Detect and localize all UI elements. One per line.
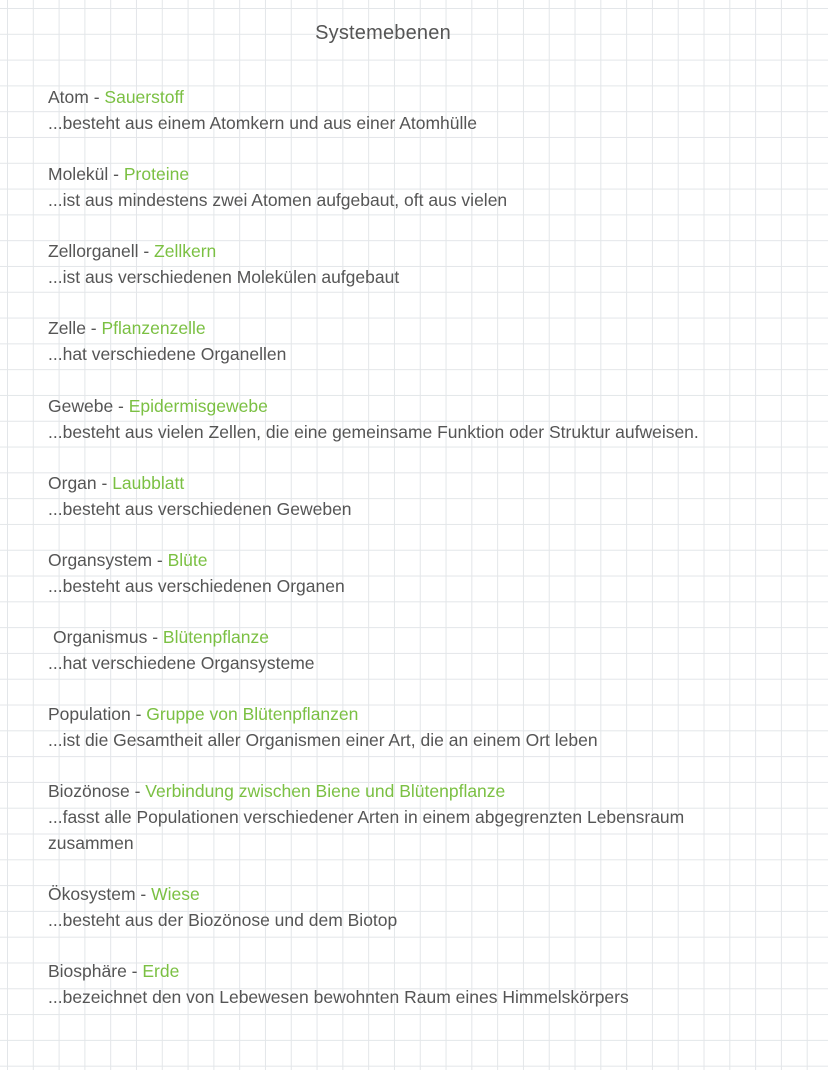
level-heading [48,393,808,419]
level-separator: - [152,550,168,570]
level-organ [48,470,808,522]
level-separator: - [130,704,147,724]
level-description: ...ist die Gesamtheit aller Organismen einer Art, die an einem Ort leben [48,730,598,750]
level-description: ...ist aus mindestens zwei Atomen aufgebaut, oft aus vielen [48,190,508,210]
level-heading [48,881,808,907]
level-organismus [48,624,808,676]
level-molekuel [48,161,808,213]
level-term: Molekül [48,164,109,184]
level-separator: - [147,627,163,647]
level-gewebe [48,393,808,445]
level-heading [48,161,808,187]
level-term: Gewebe [48,396,114,416]
level-separator: - [108,164,124,184]
level-example: Erde [142,961,180,981]
level-heading [48,238,808,264]
level-example: Epidermisgewebe [128,396,268,416]
level-separator: - [138,241,155,261]
level-term: Zellorganell [48,241,139,261]
level-term: Organ [48,473,97,493]
level-example: Sauerstoff [104,87,184,107]
level-heading [48,701,808,727]
level-description: ...ist aus verschiedenen Molekülen aufgebaut [48,267,400,287]
level-description: ...besteht aus verschiedenen Geweben [48,499,352,519]
level-term: Organismus [53,627,148,647]
level-oekosystem [48,881,808,933]
level-separator: - [126,961,143,981]
level-example: Gruppe von Blütenpflanzen [146,704,359,724]
level-separator: - [88,87,105,107]
level-description: ...besteht aus einem Atomkern und aus einer Atomhülle [48,113,478,133]
level-term: Zelle [48,318,86,338]
level-separator: - [129,781,146,801]
level-biosphaere [48,958,808,1010]
level-heading [48,624,808,650]
level-description: ...fasst alle Populationen verschiedener Arten in einem abgegrenzten Lebensraum zusammen [48,807,685,853]
level-example: Proteine [123,164,190,184]
level-example: Verbindung zwischen Biene und Blütenpflanze [145,781,506,801]
level-zelle [48,315,808,367]
level-biozoenose [48,778,808,856]
level-separator: - [96,473,113,493]
level-term: Population [48,704,131,724]
level-example: Pflanzenzelle [101,318,206,338]
level-description: ...hat verschiedene Organellen [48,344,287,364]
level-heading [48,84,808,110]
level-example: Blüte [167,550,208,570]
level-example: Blütenpflanze [162,627,269,647]
level-example: Wiese [151,884,200,904]
level-population [48,701,808,753]
level-separator: - [135,884,152,904]
level-example: Laubblatt [112,473,185,493]
level-heading [48,778,808,804]
level-example: Zellkern [154,241,217,261]
level-heading [48,470,808,496]
level-organsystem [48,547,808,599]
level-separator: - [113,396,129,416]
level-term: Atom [48,87,89,107]
level-separator: - [85,318,102,338]
level-description: ...besteht aus verschiedenen Organen [48,576,345,596]
level-heading [48,958,808,984]
level-term: Biosphäre [48,961,127,981]
level-heading [48,547,808,573]
level-term: Biozönose [48,781,130,801]
level-description: ...besteht aus vielen Zellen, die eine gemeinsame Funktion oder Struktur aufweisen. [48,422,699,442]
level-atom [48,84,808,136]
level-heading [48,315,808,341]
level-term: Ökosystem [48,884,136,904]
level-description: ...hat verschiedene Organsysteme [48,653,315,673]
level-description: ...bezeichnet den von Lebewesen bewohnten Raum eines Himmelskörpers [48,987,629,1007]
level-zellorganell [48,238,808,290]
level-term: Organsystem [48,550,153,570]
level-description: ...besteht aus der Biozönose und dem Biotop [48,910,398,930]
page-title: Systemebenen [315,22,451,44]
